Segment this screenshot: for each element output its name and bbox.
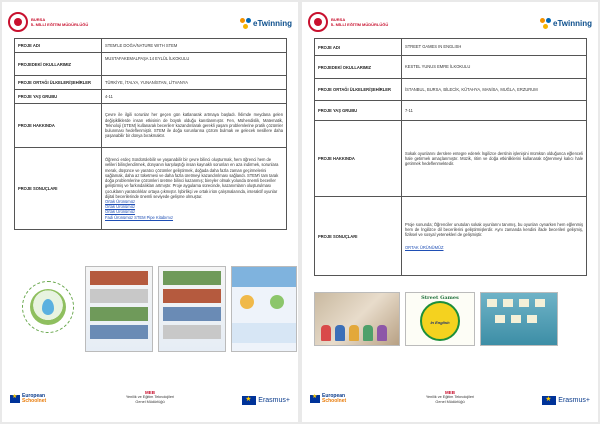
- product-link-4[interactable]: Fadi Ürünümüz STEM Pipe Kitabımız: [105, 214, 174, 220]
- results-cell: [402, 197, 587, 276]
- project-name-label: PROJE ADI: [15, 39, 102, 53]
- meb-footer-line3: Genel Müdürlüğü: [135, 399, 165, 404]
- meb-footer-line3: Genel Müdürlüğü: [435, 399, 465, 404]
- street-games-poster-image: [405, 292, 475, 346]
- erasmus-flag-icon: [242, 396, 256, 405]
- meb-subtitle: İL MİLLİ EĞİTİM MÜDÜRLÜĞÜ: [331, 22, 389, 27]
- age-group-value: 4-11: [102, 90, 287, 104]
- etwinning-logo: [240, 18, 292, 29]
- about-label: PROJE HAKKINDA: [315, 121, 402, 197]
- right-photos: [314, 292, 558, 346]
- erasmus-text: Erasmus+: [258, 397, 290, 404]
- project-name-value: STEM’LE DOĞA/NATURE WITH STEM: [102, 39, 287, 53]
- left-page: [2, 2, 298, 422]
- eu-line1: European: [22, 393, 46, 399]
- countries-label: PROJE ORTAĞI ÜLKELER/ŞEHİRLER: [315, 79, 402, 101]
- countries-value: İSTANBUL, BURSA, BİLECİK, KÜTAHYA, MANİSA, MUĞLA, ERZURUM: [402, 79, 587, 101]
- eu-flag-icon: [10, 395, 20, 403]
- schools-label: PROJEDEKİ OKULLARIMIZ: [315, 56, 402, 79]
- leaflet-image: [231, 266, 297, 352]
- meb-footer-title: MEB: [145, 390, 155, 395]
- erasmus-text: Erasmus+: [558, 397, 590, 404]
- eu-line1: European: [322, 393, 346, 399]
- etwinning-text: eTwinning: [253, 19, 292, 28]
- results-label: PROJE SONUÇLARI: [315, 197, 402, 276]
- eu-line2: Schoolnet: [22, 398, 47, 404]
- poster-image-1: [85, 266, 153, 352]
- page-footer: [10, 390, 290, 414]
- classroom-board-image: [480, 292, 558, 346]
- project-name-value: STREET GAMES IN ENGLISH: [402, 39, 587, 56]
- meb-logo: [308, 12, 388, 32]
- project-table: [314, 38, 587, 276]
- project-name-label: PROJE ADI: [315, 39, 402, 56]
- countries-value: TÜRKİYE, İTALYA, YUNANİSTAN, LİTVANYA: [102, 76, 287, 90]
- erasmus-logo: [242, 396, 290, 405]
- page-header: [308, 12, 592, 36]
- meb-footer-logo: [105, 390, 195, 404]
- european-schoolnet-logo: [10, 394, 46, 404]
- meb-footer-line2: Yenilik ve Eğitim Teknolojileri: [125, 395, 175, 399]
- meb-seal-icon: [308, 12, 328, 32]
- product-link-1[interactable]: Ortak Ürünümüz: [105, 198, 136, 204]
- erasmus-logo: [542, 396, 590, 405]
- left-photos: [16, 266, 297, 352]
- schools-value: MUSTAFAKEMALPAŞA 14 EYLÜL İLKOKULU: [102, 53, 287, 76]
- etwinning-icon: [240, 18, 251, 29]
- poster-title: Street Games: [421, 295, 459, 301]
- product-link-2[interactable]: Ortak Ürünümüz: [105, 204, 136, 210]
- page-header: [8, 12, 292, 36]
- meb-subtitle: İL MİLLİ EĞİTİM MÜDÜRLÜĞÜ: [31, 22, 89, 27]
- product-link-1[interactable]: ORTAK ÜRÜNÜMÜZ: [405, 245, 444, 251]
- schools-label: PROJEDEKİ OKULLARIMIZ: [15, 53, 102, 76]
- students-collage-image: [314, 292, 400, 346]
- meb-footer-title: MEB: [445, 390, 455, 395]
- poster-subtitle: In English: [430, 320, 450, 325]
- poster-image-2: [158, 266, 226, 352]
- about-label: PROJE HAKKINDA: [15, 104, 102, 148]
- european-schoolnet-logo: [310, 394, 346, 404]
- etwinning-icon: [540, 18, 551, 29]
- meb-logo: [8, 12, 88, 32]
- about-value: Çevre ile ilgili sorunlar her geçen gün katlanarak artmaya başladı. İklimde meydana gelen değişikliklerde insan etkisinin de büyük olduğu kanıtlanmıştır. Fen, Mühendislik, Matematik, Teknoloji (STEM) kullanarak becerilerr kazandırılarak gerekli yaşam problemlerine pratik çözümler bulunması hedeflenmiştir. STEM ile doğa sorunlarına çözüm bulmak ve gelecek nesillere daha yaşanabilir bir dünya bırakmaktır.: [102, 104, 287, 148]
- right-page: [302, 2, 598, 422]
- age-group-label: PROJE YAŞ GRUBU: [15, 90, 102, 104]
- countries-label: PROJE ORTAĞI ÜLKELER/ŞEHİRLER: [15, 76, 102, 90]
- age-group-value: 7-11: [402, 101, 587, 121]
- meb-seal-icon: [8, 12, 28, 32]
- etwinning-logo: [540, 18, 592, 29]
- schools-value: KESTEL YUNUS EMRE İLKOKULU: [402, 56, 587, 79]
- results-label: PROJE SONUÇLARI: [15, 148, 102, 230]
- age-group-label: PROJE YAŞ GRUBU: [315, 101, 402, 121]
- results-value: Öğrenci erdeç Sürdürülebilir ve yaşanabilir bir çevre bilinci oluşturmak, hem öğrenci hem de velileri bilinçlendirmek, dünyanın karşılaştığı insan kaynaklı sorunları en aza indirmek, sorunlara merak, düşünce ve yaratıcı çözümler geliştirmek, doğada daha fazla zaman geçirmelerini sağlamak, daha az tüketmesi ve daha fazla üretmeyi kazandırılması sağlandı. STEM'i tam tarak doğa problemlerine çözümleri üretme bilinci kazanmış; bireyler olmak yolunda önemli beceriler geliştirmiş ve farkındalıkları artmıştır. Proje aygulama sürecinde, kazanımların oluşturulması çocukların yaratıcılıklar ortaya çıkmıştır. İşbirlikçi ve ortak iriün çalışmalarında, interaktif oyunlar dijital becerilerinde önemli seviyede gelişme olmuştur.: [105, 157, 279, 199]
- results-cell: [102, 148, 287, 230]
- meb-footer-line2: Yenilik ve Eğitim Teknolojileri: [425, 395, 475, 399]
- product-link-3[interactable]: Ortak Ürünümüz: [105, 209, 136, 215]
- meb-name: BURSA: [331, 17, 346, 22]
- page-footer: [310, 390, 590, 414]
- project-logo-image: [16, 277, 80, 341]
- meb-name: BURSA: [31, 17, 46, 22]
- eu-flag-icon: [310, 395, 320, 403]
- results-value: Proje sonunda; Öğrenciler unutulan sokak oyunlarını tanımış, bu oyunları oynarken hem eğlenmiş hem de İngilizce dil becerilerini geliştirmişlerdir. Aynı zamanda kendini ifade becerileri gelişmiş, fiziksel ve sosyal yetenekleri de gelişmiştir.: [405, 221, 583, 237]
- about-value: Sokak oyunlarını derslere entegre ederek İngilizce derslnin işlenişini mümkün olduğunca eğlenceli hale getirmek amaçlanmıştır. Müzik, ritim ve doğa etkinliklerini kullanarak öğrenmeyi kalıcı hale getirmek hedeflenmektedir.: [402, 121, 587, 197]
- meb-footer-logo: [405, 390, 495, 404]
- etwinning-text: eTwinning: [553, 19, 592, 28]
- erasmus-flag-icon: [542, 396, 556, 405]
- eu-line2: Schoolnet: [322, 398, 347, 404]
- project-table: [14, 38, 287, 230]
